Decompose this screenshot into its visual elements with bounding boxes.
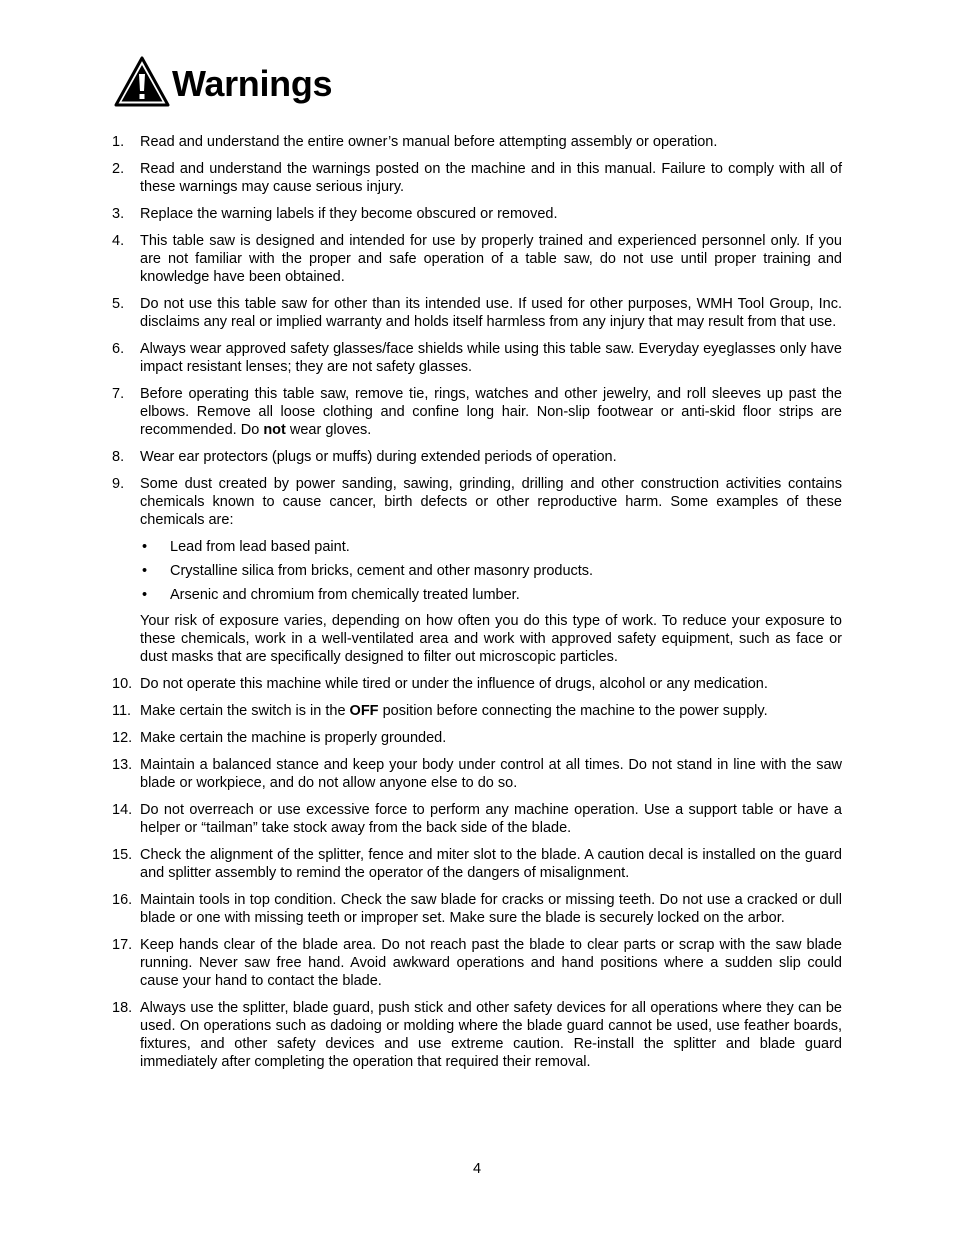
item-number: 17. [112, 937, 133, 953]
warning-item [112, 385, 842, 439]
item-text-main: Read and understand the entire owner’s manual before attempting assembly or operation. [140, 134, 718, 150]
bullet-icon: • [142, 587, 148, 603]
bullet-text: Lead from lead based paint. [170, 539, 350, 555]
warning-triangle-icon [114, 56, 170, 108]
item-text-main: Some dust created by power sanding, sawing, grinding, drilling and other construction activities contains chemicals known to cause cancer, birth defects or other reproductive harm. Some examples of these chemicals are: [140, 476, 842, 528]
warning-item [112, 891, 842, 927]
item-text [140, 801, 842, 837]
bullet-text: Crystalline silica from bricks, cement and other masonry products. [170, 563, 594, 579]
bullet-icon: • [142, 563, 148, 579]
item-number: 11. [112, 703, 132, 719]
warning-item [112, 160, 842, 196]
item-text-main: Always wear approved safety glasses/face shields while using this table saw. Everyday eyeglasses only have impact resistant lenses; they are not safety glasses. [140, 341, 842, 375]
warning-item [112, 801, 842, 837]
warning-item [112, 729, 842, 747]
item-text-main: Make certain the machine is properly grounded. [140, 730, 447, 746]
item-text [140, 999, 842, 1071]
item-text-main: Do not overreach or use excessive force to perform any machine operation. Use a support table or have a helper or “tailman” take stock away from the back side of the blade. [140, 802, 842, 836]
page-title: Warnings [172, 63, 333, 104]
item-text [140, 448, 842, 466]
item-number: 1. [112, 134, 125, 150]
warnings-list [112, 133, 842, 1080]
warning-item [112, 702, 842, 720]
item-text [140, 160, 842, 196]
bullet-icon: • [142, 539, 148, 555]
item-text-main: Do not use this table saw for other than its intended use. If used for other purposes, WMH Tool Group, Inc. disclaims any real or implied warranty and holds itself harmless from any injury that may result from that use. [140, 296, 842, 330]
page-header [114, 56, 332, 108]
item-text-main: Always use the splitter, blade guard, push stick and other safety devices for all operations where they can be used. On operations such as dadoing or molding where the blade guard cannot be used, use feather boards, fixtures, and other safety devices and use extreme caution. Re-install the splitter and blade guard immediately after completing the operation that required their removal. [140, 1000, 842, 1070]
item-text-main: Maintain a balanced stance and keep your body under control at all times. Do not stand in line with the saw blade or workpiece, and do not allow anyone else to do so. [140, 757, 842, 791]
item-text [140, 133, 842, 151]
item-text-part: position before connecting the machine to the power supply. [378, 703, 768, 719]
item-text [140, 891, 842, 927]
item-text-main: Maintain tools in top condition. Check the saw blade for cracks or missing teeth. Do not use a cracked or dull blade or one with missing teeth or improper set. Make sure the blade is securely locked on the arbor. [140, 892, 842, 926]
item-text [140, 675, 842, 693]
bullet-item [140, 562, 842, 580]
item-text-main: Read and understand the warnings posted on the machine and in this manual. Failure to comply with all of these warnings may cause serious injury. [140, 161, 842, 195]
warning-item [112, 675, 842, 693]
warning-item [112, 340, 842, 376]
item-text [140, 475, 842, 666]
item-text-emphasis: not [263, 422, 286, 438]
item-text [140, 385, 842, 439]
warning-item [112, 295, 842, 331]
item-text [140, 729, 842, 747]
warning-item [112, 756, 842, 792]
item-number: 5. [112, 296, 125, 312]
item-text [140, 846, 842, 882]
item-number: 12. [112, 730, 133, 746]
item-paragraph: Your risk of exposure varies, depending on how often you do this type of work. To reduce your exposure to these chemicals, work in a well-ventilated area and work with approved safety equipment, such as face or dust masks that are specifically designed to filter out microscopic particles. [140, 613, 842, 665]
warning-item [112, 936, 842, 990]
item-number: 10. [112, 676, 133, 692]
item-text [140, 232, 842, 286]
warning-item [112, 205, 842, 223]
item-text [140, 295, 842, 331]
item-number: 2. [112, 161, 125, 177]
item-text-part: Make certain the switch is in the [140, 703, 350, 719]
warning-item [112, 448, 842, 466]
item-text-main: Wear ear protectors (plugs or muffs) during extended periods of operation. [140, 449, 617, 465]
warning-item [112, 846, 842, 882]
item-text-emphasis: OFF [349, 703, 379, 719]
item-number: 6. [112, 341, 125, 357]
item-text-main: Check the alignment of the splitter, fence and miter slot to the blade. A caution decal is installed on the guard and splitter assembly to remind the operator of the dangers of misalignment. [140, 847, 842, 881]
page-number: 4 [472, 1161, 482, 1177]
bullet-item [140, 538, 842, 556]
item-text-main: Replace the warning labels if they become obscured or removed. [140, 206, 558, 222]
item-text-part: wear gloves. [285, 422, 372, 438]
warning-item [112, 999, 842, 1071]
item-number: 13. [112, 757, 133, 773]
item-number: 9. [112, 476, 125, 492]
item-number: 4. [112, 233, 125, 249]
item-number: 15. [112, 847, 133, 863]
item-text [140, 340, 842, 376]
item-text [140, 936, 842, 990]
item-text [140, 205, 842, 223]
item-number: 14. [112, 802, 133, 818]
bullet-text: Arsenic and chromium from chemically treated lumber. [170, 587, 520, 603]
item-text-part: Before operating this table saw, remove tie, rings, watches and other jewelry, and roll sleeves up past the elbows. Remove all loose clothing and confine long hair. Non-slip footwear or anti-skid floor strips are recommended. Do [140, 386, 842, 438]
bullet-list [140, 538, 842, 604]
item-text-main: This table saw is designed and intended for use by properly trained and experienced personnel only. If you are not familiar with the proper and safe operation of a table saw, do not use until proper training and knowledge have been obtained. [140, 233, 842, 285]
item-number: 7. [112, 386, 125, 402]
item-number: 16. [112, 892, 133, 908]
item-number: 8. [112, 449, 125, 465]
warning-item [112, 232, 842, 286]
warning-item [112, 475, 842, 666]
bullet-item [140, 586, 842, 604]
item-text-main: Keep hands clear of the blade area. Do not reach past the blade to clear parts or scrap with the saw blade running. Never saw free hand. Avoid awkward operations and hand positions where a sudden slip could cause your hand to contact the blade. [140, 937, 842, 989]
item-number: 3. [112, 206, 125, 222]
item-text [140, 702, 842, 720]
item-text-main: Do not operate this machine while tired or under the influence of drugs, alcohol or any medication. [140, 676, 768, 692]
item-number: 18. [112, 1000, 133, 1016]
warning-item [112, 133, 842, 151]
item-text [140, 756, 842, 792]
